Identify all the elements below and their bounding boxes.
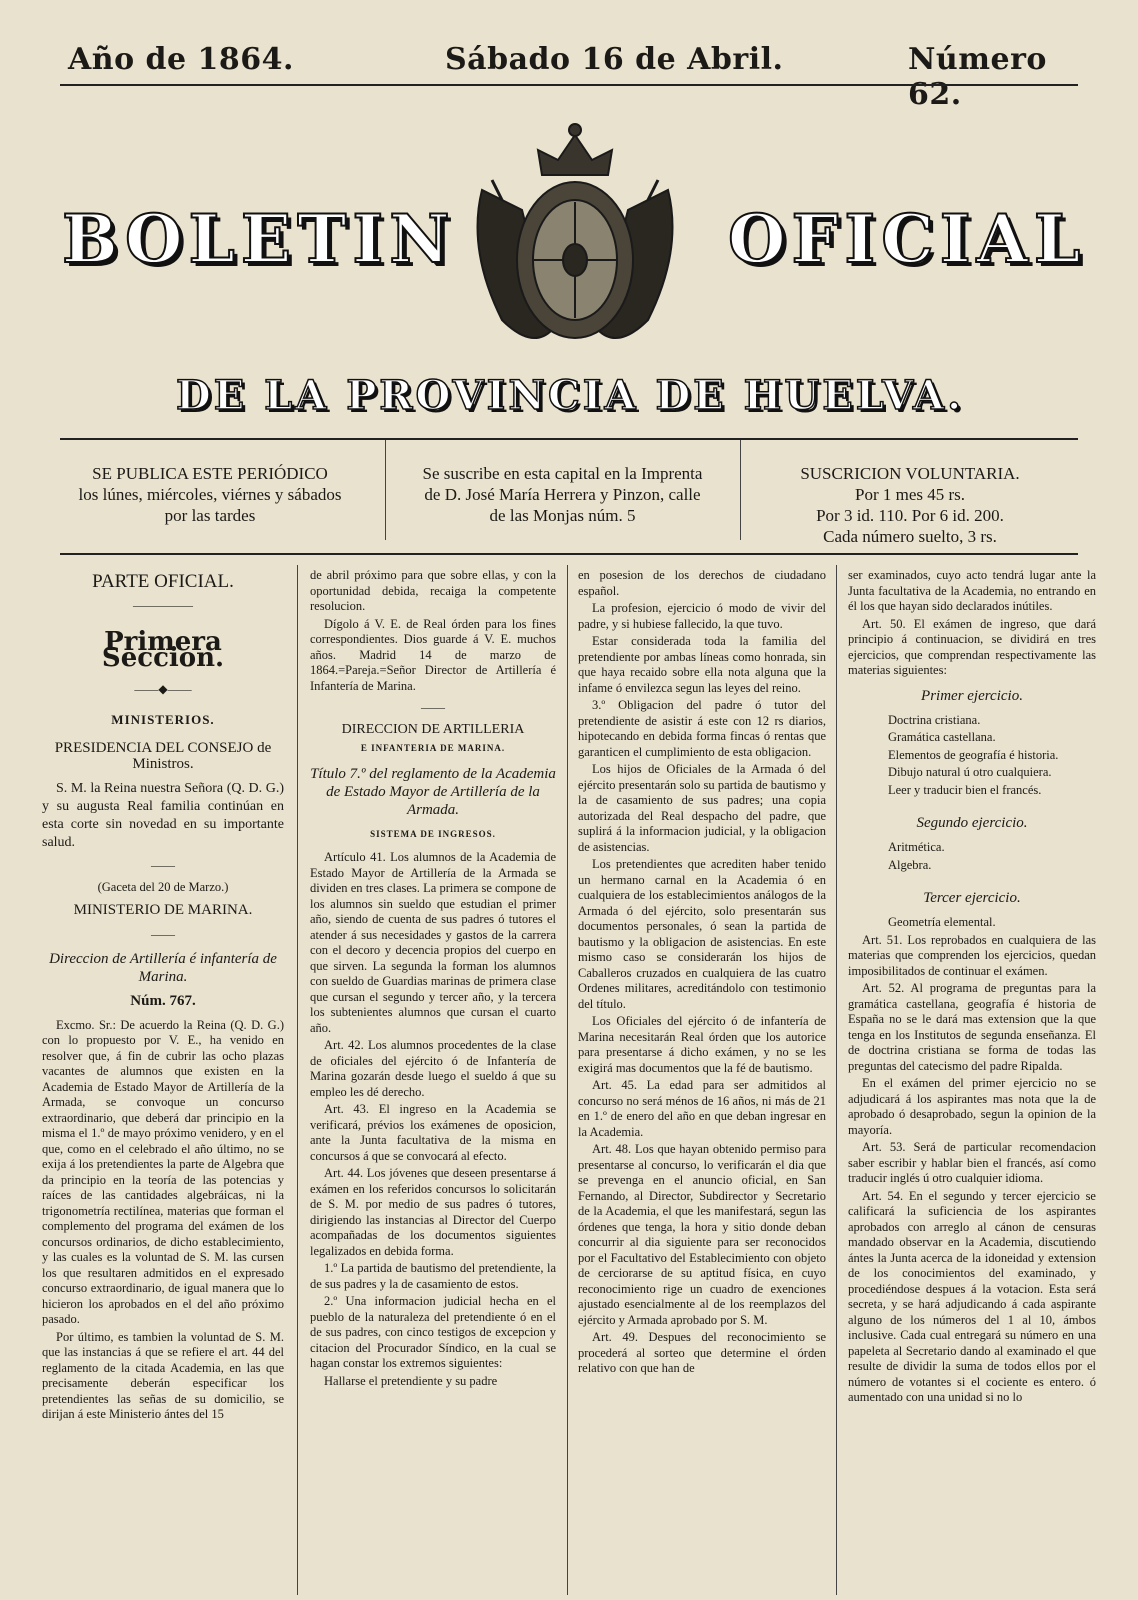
title-province: DE LA PROVINCIA DE HUELVA.: [176, 372, 964, 419]
paragraph: Art. 54. En el segundo y tercer ejercicio se calificará la suficiencia de los aspirantes aprobados con arreglo al cánon de censuras mandado observar en la Academia, discutiendo ántes la Junta acerca de la idoneidad y extension de los conocimientos del examinado, y procediéndose despues á la votacion. Esta será secreta, y se hará adjudicando á cada aspirante alguno de los números del 1 al 10, ámbos inclusive. Cada cual entregará su número en una papeleta al Secretario dando al examinado el que resulte de dividir la suma de todos ellos por el número de votantes si el cociente es entero. ó aumentado con una unidad si no lo: [848, 1188, 1096, 1404]
column-2: [310, 568, 556, 1593]
paragraph: Art. 42. Los alumnos procedentes de la clase de oficiales del ejército ó de Infantería de Marina gozarán desde luego el sueldo á que su empleo les dé derecho.: [310, 1038, 556, 1099]
divider: [385, 440, 386, 540]
subscription-prices: [745, 463, 1075, 547]
paragraph: Art. 52. Al programa de preguntas para la gramática castellana, geografía é historia de España no se le dará mas extension que la que tenga en los Institutos de segunda enseñanza. El de doctrina cristiana se forma de todas las preguntas del catecismo del padre Ripalda.: [848, 981, 1096, 1073]
paragraph: Excmo. Sr.: De acuerdo la Reina (Q. D. G.) con lo propuesto por V. E., ha venido en resolver que, á fin de cubrir las ocho plazas vacantes de alumnos que existen en la Academia de Estado Mayor de Artillería de la Armada, se convoque un concurso extraordinario, que deberá dar principio en la misma el 1.º de mayo próximo venidero, y en el que, como en el celebrado el año último, no se exija á los pretendientes la parte de Algebra que da principio en la teoría de las potencias y raíces de las cantidades algebráicas, ni la trigonometría rectilínea, materias que forman el complemento del programa del exámen de los concursos ordinarios, de dicho establecimiento, y las cuales es la voluntad de S. M. las cursen los que resultaren admitidos en el expresado concurso extraordinario, de igual manera que lo hicieron los aprobados en el del año próximo pasado.: [42, 1017, 284, 1326]
divider: [740, 440, 741, 540]
subscription-bottom-rule: [60, 553, 1078, 555]
price-line: Por 1 mes 45 rs.: [854, 485, 966, 504]
price-line: Cada número suelto, 3 rs.: [823, 527, 997, 546]
address-line: de las Monjas núm. 5: [489, 506, 636, 525]
ornament: ——◆——: [134, 682, 192, 696]
presidencia-heading: PRESIDENCIA DEL CONSEJO de Ministros.: [54, 740, 272, 772]
paragraph: 3.º Obligacion del padre ó tutor del pretendiente de asistir á este con 12 rs diarios, hipotecando en debida forma fincas ó rentas que garanticen el cumplimiento de esta obligacion.: [578, 698, 826, 759]
list-item: Leer y traducir bien el francés.: [888, 782, 1042, 797]
direccion-subheading: E INFANTERIA DE MARINA.: [360, 743, 506, 753]
schedule-line: por las tardes: [164, 506, 256, 525]
paragraph: Art. 50. El exámen de ingreso, que dará principio á continuacion, se dividirá en tres ejercicios, que comprendan respectivamente las materias siguientes:: [848, 616, 1096, 677]
address-line: de D. José María Herrera y Pinzon, calle: [424, 485, 701, 504]
titulo-heading: Título 7.º del reglamento de la Academia de Estado Mayor de Artillería de la Armada.: [310, 765, 556, 818]
paragraph: Los pretendientes que acrediten haber tenido un hermano carnal en la Academia ó en cualquiera de los establecimientos análogos de la Armada ó del ejército, solo presentarán sus documentos personales, ó sean la partida de bautismo y la obligacion de asistencias. En este mismo caso se considerarán los hijos de Caballeros cruzados en cualquiera de las cuatro Ordenes militares, acreditándolo con testimonio del título.: [578, 857, 826, 1011]
paragraph: Por último, es tambien la voluntad de S. M. que las instancias á que se refiere el art. 44 del reglamento de la citada Academia, en las que precisamente deberán especificar los pretendientes las señas de su domicilio, se dirijan á este Ministerio ántes del 15: [42, 1329, 284, 1421]
marina-heading: MINISTERIO DE MARINA.: [73, 902, 253, 918]
schedule-line: SE PUBLICA ESTE PERIÓDICO: [92, 464, 328, 483]
ornament: ——: [151, 858, 175, 872]
paragraph: Los Oficiales del ejército ó de infantería de Marina necesitarán Real órden que los autorice para presentarse á dicho exámen, y no se les exigirá mas documentos que la fé de bautismo.: [578, 1014, 826, 1075]
address-line: Se suscribe en esta capital en la Imprenta: [422, 464, 703, 483]
issue-number: Número 62.: [908, 42, 1047, 112]
paragraph: Dígolo á V. E. de Real órden para los fines correspondientes. Dios guarde á V. E. muchos años. Madrid 14 de marzo de 1864.=Pareja.=Señor Director de Artillería é Infantería de Marina.: [310, 616, 556, 693]
paragraph: En el exámen del primer ejercicio no se adjudicará á los aspirantes mas nota que la de aprobado ó desaprobado, segun la opinion de la mayoría.: [848, 1076, 1096, 1137]
date-label: Sábado 16 de Abril.: [445, 42, 784, 77]
direccion-heading: DIRECCION DE ARTILLERIA: [341, 721, 525, 737]
royal-coat-of-arms: [462, 120, 688, 360]
paragraph: Art. 43. El ingreso en la Academia se verificará, prévios los exámenes de oposicion, ante la Junta facultativa de la misma en concursos á que se convocará al efecto.: [310, 1102, 556, 1163]
paragraph: de abril próximo para que sobre ellas, y con la oportunidad debida, recaiga la competente resolucion.: [310, 568, 556, 613]
paragraph: S. M. la Reina nuestra Señora (Q. D. G.) y su augusta Real familia continúan en esta corte sin novedad en su importante salud.: [42, 781, 284, 850]
ejercicio-heading: Primer ejercicio.: [921, 687, 1023, 704]
column-divider: [297, 565, 298, 1595]
materias-list: [848, 915, 1096, 931]
ornament: —————: [133, 597, 193, 612]
paragraph: Los hijos de Oficiales de la Armada ó del ejército presentarán solo su partida de bautismo y la de casamiento de sus padres; una copia autorizada del Real despacho del padre, que suplirá á la informacion judicial, y la obligacion de asistencias.: [578, 762, 826, 854]
subscription-address: [390, 463, 735, 526]
list-item: Algebra.: [888, 857, 932, 872]
list-item: Doctrina cristiana.: [888, 712, 981, 727]
list-item: Elementos de geografía é historia.: [888, 747, 1059, 762]
ejercicio-heading: Segundo ejercicio.: [916, 815, 1028, 831]
year-label: Año de 1864.: [68, 42, 294, 77]
list-item: Aritmética.: [888, 840, 945, 854]
column-3: [578, 568, 826, 1593]
price-line: SUSCRICION VOLUNTARIA.: [800, 464, 1020, 483]
direccion-heading: Direccion de Artillería é infantería de Marina.: [49, 951, 277, 985]
paragraph: Hallarse el pretendiente y su padre: [324, 1373, 498, 1388]
paragraph: Estar considerada toda la familia del pretendiente por ambas líneas como honrada, sin que haya recaido sobre ella nota alguna que la infame ó envilezca segun las leyes del reino.: [578, 634, 826, 695]
gaceta-note: (Gaceta del 20 de Marzo.): [97, 879, 229, 894]
column-divider: [836, 565, 837, 1595]
masthead-top: [60, 42, 1078, 112]
publication-schedule: [45, 463, 375, 526]
schedule-line: los lúnes, miércoles, viérnes y sábados: [78, 485, 342, 504]
paragraph: Art. 49. Despues del reconocimiento se procederá al sorteo que determine el órden relativo con que han de: [578, 1330, 826, 1375]
title-boletin: BOLETIN: [62, 200, 456, 278]
paragraph: La profesion, ejercicio ó modo de vivir del padre, y si hubiese fallecido, la que tuvo.: [578, 601, 826, 631]
paragraph: Art. 51. Los reprobados en cualquiera de las materias que comprenden los ejercicios, quedan imposibilitados de continuar el exámen.: [848, 932, 1096, 978]
column-4: [848, 568, 1096, 1593]
paragraph: Art. 53. Será de particular recomendacion saber escribir y hablar bien el francés, así como traducir inglés ú otro cualquier idioma.: [848, 1140, 1096, 1185]
column-1: [42, 568, 284, 1593]
paragraph: 2.º Una informacion judicial hecha en el pueblo de la naturaleza del pretendiente ó en el de sus padres, con cinco testigos de excepcion y citacion del Procurador Síndico, en la cual se hagan constar los extremos siguientes:: [310, 1294, 556, 1370]
column-divider: [567, 565, 568, 1595]
ornament: ——: [421, 700, 445, 714]
list-item: Geometría elemental.: [888, 915, 996, 929]
paragraph: en posesion de los derechos de ciudadano español.: [578, 568, 826, 598]
ejercicio-heading: Tercer ejercicio.: [923, 890, 1021, 906]
paragraph: Artículo 41. Los alumnos de la Academia de Estado Mayor de Artillería de la Armada se dividen en tres clases. La primera se compone de los alumnos sin sueldo que estudian el primer año, siendo de cuenta de sus padres ó tutores el atender á sus necesidades y gastos de la carrera con el decoro y decencia propios del cuerpo en que sirven. La segunda la forman los alumnos con sueldo de Guardias marinas de primera clase que cursan el segundo y tercer año, y la tercera los subtenientes alumnos que cursan el cuarto año.: [310, 850, 556, 1035]
subscription-top-rule: [60, 438, 1078, 440]
paragraph: ser examinados, cuyo acto tendrá lugar ante la Junta facultativa de la Academia, no entrando en él los que hayan sido declarados inútiles.: [848, 568, 1096, 613]
decree-number: Núm. 767.: [130, 993, 196, 1009]
ministerios-heading: MINISTERIOS.: [111, 711, 215, 727]
list-item: Gramática castellana.: [888, 730, 996, 744]
price-line: Por 3 id. 110. Por 6 id. 200.: [816, 506, 1004, 525]
materias-list: [848, 713, 1096, 799]
paragraph: Art. 45. La edad para ser admitidos al concurso no será ménos de 16 años, ni más de 21 en 1.º de enero del año en que deban ingresar en la Academia.: [578, 1078, 826, 1139]
list-item: Dibujo natural ú otro cualquiera.: [888, 765, 1052, 779]
ornament: ——: [151, 926, 175, 941]
top-rule: [60, 84, 1078, 86]
section-heading: Primera Seccion.: [101, 627, 225, 673]
parte-oficial-heading: PARTE OFICIAL.: [92, 571, 234, 592]
paragraph: Art. 44. Los jóvenes que deseen presentarse á exámen en los referidos concursos lo solicitarán de S. M. por medio de sus padres ó tutores, dirigiendo las instancias al Director del Cuerpo acompañadas de los documentos siguientes legalizados en debida forma.: [310, 1166, 556, 1258]
materias-list: [848, 840, 1096, 873]
paragraph: Art. 48. Los que hayan obtenido permiso para presentarse al concurso, lo verificarán el dia que se prevenga en el anuncio oficial, en San Fernando, al Director, Subdirector y Secretario de la Academia, el que les manifestará, segun las órdenes que tenga, la hora y sitio donde deban concurrir al dia siguiente para ser reconocidos por el Facultativo del Establecimiento con objeto de cerciorarse de su aptitud física, en cuyo reconocimiento rige un cuadro de exenciones ajustado esencialmente al de los reemplazos del ejército y Armada aprobado por S. M.: [578, 1142, 826, 1327]
title-oficial: OFICIAL: [728, 200, 1087, 278]
paragraph: 1.º La partida de bautismo del pretendiente, la de sus padres y la de casamiento de estos.: [310, 1261, 556, 1291]
sistema-heading: SISTEMA DE INGRESOS.: [370, 828, 496, 839]
